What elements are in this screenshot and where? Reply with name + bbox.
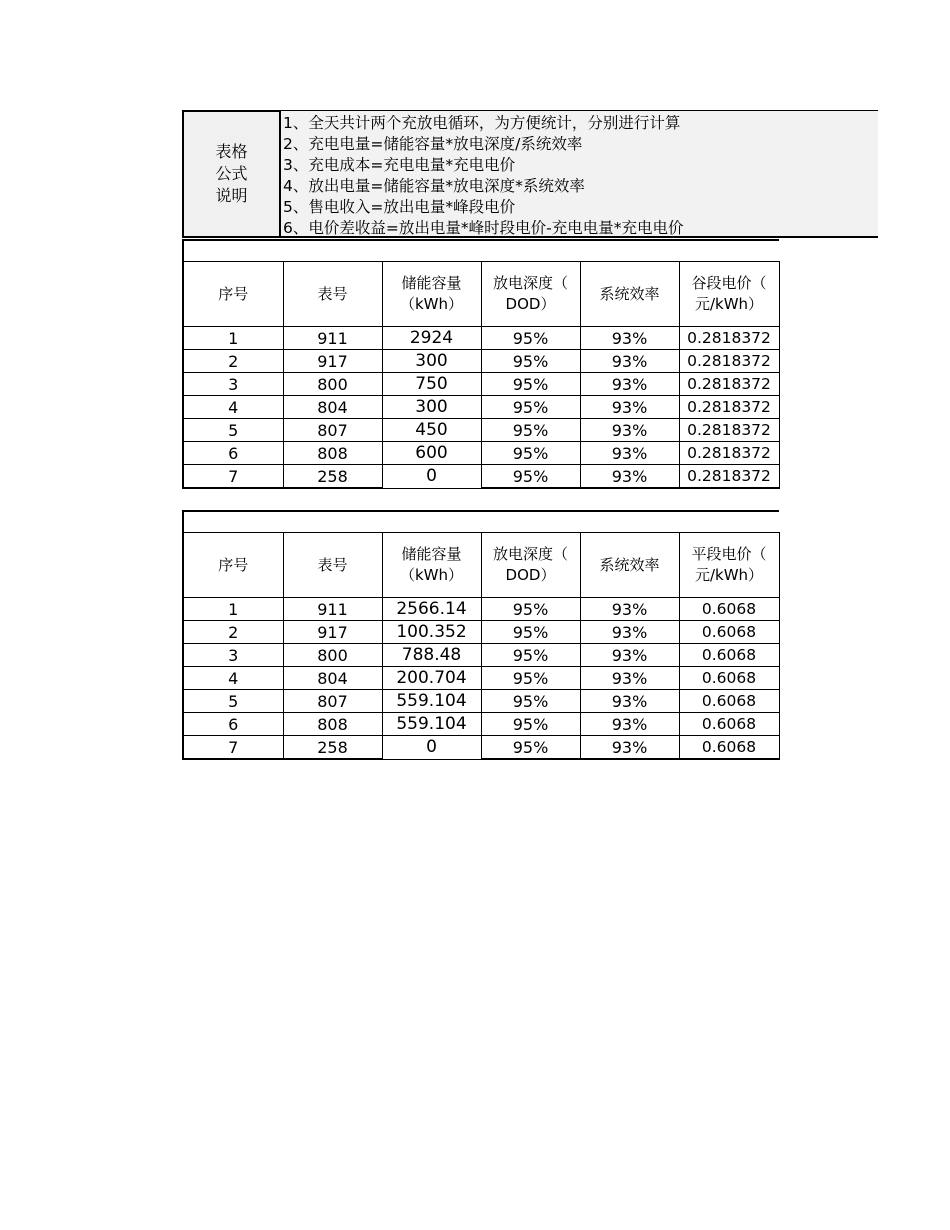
cell-meter: 911 — [283, 327, 382, 350]
cell-price: 0.2818372 — [679, 396, 779, 419]
cell-meter: 808 — [283, 442, 382, 465]
cell-dod: 95% — [481, 736, 580, 760]
cell-meter: 804 — [283, 396, 382, 419]
cell-seq: 4 — [183, 396, 283, 419]
cell-seq: 6 — [183, 442, 283, 465]
cell-capacity: 2566.14 — [382, 598, 481, 621]
cell-price: 0.6068 — [679, 713, 779, 736]
table-row — [183, 621, 779, 644]
cell-price: 0.6068 — [679, 690, 779, 713]
cell-capacity: 600 — [382, 442, 481, 465]
description-label-cell — [182, 110, 281, 238]
cell-price: 0.2818372 — [679, 419, 779, 442]
cell-efficiency: 93% — [580, 327, 679, 350]
cell-capacity: 100.352 — [382, 621, 481, 644]
table-row — [183, 442, 779, 465]
header-efficiency: 系统效率 — [580, 262, 679, 327]
cell-efficiency: 93% — [580, 713, 679, 736]
cell-meter: 808 — [283, 713, 382, 736]
header-meter: 表号 — [283, 262, 382, 327]
cell-dod: 95% — [481, 419, 580, 442]
cell-price: 0.2818372 — [679, 350, 779, 373]
table-header-row — [183, 533, 779, 598]
cell-capacity: 200.704 — [382, 667, 481, 690]
header-price: 平段电价（ 元/kWh） — [679, 533, 779, 598]
table-row — [183, 736, 779, 760]
description-line: 3、充电成本=充电电量*充电电价 — [283, 156, 516, 174]
header-seq: 序号 — [183, 262, 283, 327]
header-efficiency: 系统效率 — [580, 533, 679, 598]
cell-dod: 95% — [481, 644, 580, 667]
cell-dod: 95% — [481, 373, 580, 396]
cell-dod: 95% — [481, 442, 580, 465]
cell-seq: 2 — [183, 350, 283, 373]
cell-meter: 800 — [283, 644, 382, 667]
table-spacer — [183, 511, 779, 533]
cell-efficiency: 93% — [580, 621, 679, 644]
cell-capacity: 450 — [382, 419, 481, 442]
cell-efficiency: 93% — [580, 465, 679, 489]
cell-dod: 95% — [481, 465, 580, 489]
header-capacity: 储能容量 （kWh） — [382, 533, 481, 598]
table-row — [183, 644, 779, 667]
cell-capacity: 0 — [382, 465, 481, 489]
cell-dod: 95% — [481, 690, 580, 713]
cell-efficiency: 93% — [580, 598, 679, 621]
cell-efficiency: 93% — [580, 690, 679, 713]
cell-dod: 95% — [481, 598, 580, 621]
cell-capacity: 0 — [382, 736, 481, 760]
cell-dod: 95% — [481, 621, 580, 644]
cell-seq: 4 — [183, 667, 283, 690]
description-text-cell — [281, 110, 878, 238]
header-dod: 放电深度（ DOD） — [481, 533, 580, 598]
table-row — [183, 396, 779, 419]
table-row — [183, 690, 779, 713]
header-capacity: 储能容量 （kWh） — [382, 262, 481, 327]
cell-meter: 807 — [283, 419, 382, 442]
cell-dod: 95% — [481, 667, 580, 690]
description-line: 6、电价差收益=放出电量*峰时段电价-充电电量*充电电价 — [283, 219, 684, 237]
cell-dod: 95% — [481, 327, 580, 350]
header-price: 谷段电价（ 元/kWh） — [679, 262, 779, 327]
table-row — [183, 373, 779, 396]
cell-efficiency: 93% — [580, 644, 679, 667]
table-row — [183, 327, 779, 350]
cell-capacity: 2924 — [382, 327, 481, 350]
cell-seq: 5 — [183, 419, 283, 442]
cell-capacity: 559.104 — [382, 690, 481, 713]
cell-dod: 95% — [481, 713, 580, 736]
description-line: 5、售电收入=放出电量*峰段电价 — [283, 198, 516, 216]
cell-seq: 7 — [183, 465, 283, 489]
header-meter: 表号 — [283, 533, 382, 598]
cell-meter: 911 — [283, 598, 382, 621]
cell-meter: 800 — [283, 373, 382, 396]
cell-price: 0.2818372 — [679, 373, 779, 396]
cell-dod: 95% — [481, 350, 580, 373]
cell-price: 0.6068 — [679, 598, 779, 621]
description-line: 1、全天共计两个充放电循环，为方便统计，分别进行计算 — [283, 114, 681, 132]
cell-capacity: 788.48 — [382, 644, 481, 667]
cell-efficiency: 93% — [580, 736, 679, 760]
cell-efficiency: 93% — [580, 373, 679, 396]
header-dod: 放电深度（ DOD） — [481, 262, 580, 327]
cell-dod: 95% — [481, 396, 580, 419]
flat-charge-table — [182, 510, 780, 760]
table-spacer — [183, 240, 779, 262]
cell-seq: 6 — [183, 713, 283, 736]
cell-seq: 5 — [183, 690, 283, 713]
cell-capacity: 559.104 — [382, 713, 481, 736]
cell-price: 0.2818372 — [679, 465, 779, 489]
table-row — [183, 350, 779, 373]
cell-seq: 1 — [183, 327, 283, 350]
cell-price: 0.6068 — [679, 644, 779, 667]
table-row — [183, 598, 779, 621]
table-header-row — [183, 262, 779, 327]
header-seq: 序号 — [183, 533, 283, 598]
cell-efficiency: 93% — [580, 442, 679, 465]
cell-efficiency: 93% — [580, 419, 679, 442]
cell-price: 0.2818372 — [679, 442, 779, 465]
cell-price: 0.2818372 — [679, 327, 779, 350]
cell-price: 0.6068 — [679, 667, 779, 690]
table-row — [183, 667, 779, 690]
description-label: 表格 公式 说明 — [215, 142, 248, 205]
description-line: 2、充电电量=储能容量*放电深度/系统效率 — [283, 135, 583, 153]
cell-seq: 1 — [183, 598, 283, 621]
cell-capacity: 750 — [382, 373, 481, 396]
formula-description — [182, 110, 878, 238]
cell-capacity: 300 — [382, 350, 481, 373]
cell-meter: 807 — [283, 690, 382, 713]
cell-efficiency: 93% — [580, 396, 679, 419]
cell-meter: 917 — [283, 350, 382, 373]
table-row — [183, 465, 779, 489]
cell-efficiency: 93% — [580, 350, 679, 373]
table-row — [183, 713, 779, 736]
cell-seq: 3 — [183, 373, 283, 396]
table-row — [183, 419, 779, 442]
valley-charge-table — [182, 239, 780, 489]
cell-seq: 2 — [183, 621, 283, 644]
cell-meter: 917 — [283, 621, 382, 644]
cell-price: 0.6068 — [679, 621, 779, 644]
cell-meter: 258 — [283, 465, 382, 489]
cell-efficiency: 93% — [580, 667, 679, 690]
cell-seq: 3 — [183, 644, 283, 667]
cell-meter: 804 — [283, 667, 382, 690]
cell-seq: 7 — [183, 736, 283, 760]
cell-capacity: 300 — [382, 396, 481, 419]
cell-price: 0.6068 — [679, 736, 779, 760]
description-line: 4、放出电量=储能容量*放电深度*系统效率 — [283, 177, 585, 195]
cell-meter: 258 — [283, 736, 382, 760]
